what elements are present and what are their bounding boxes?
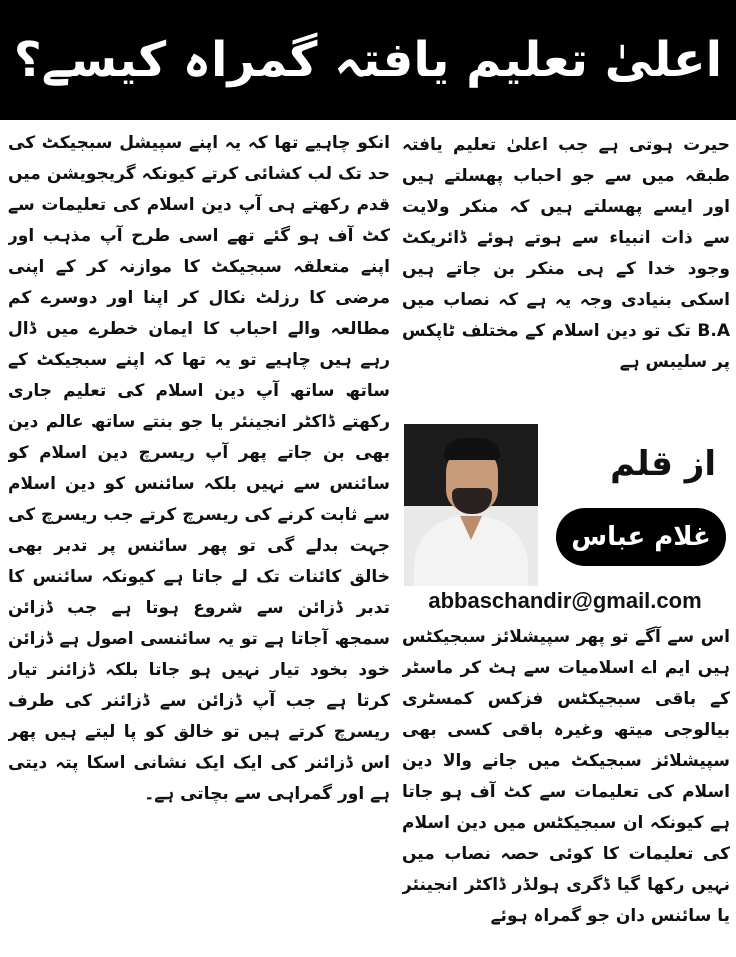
pen-label: از قلم [610,444,716,484]
author-photo [404,424,538,586]
author-email: abbaschandir@gmail.com [428,588,702,613]
author-byline [400,420,730,614]
article-column-right-top [402,130,730,392]
article-column-right-bottom [402,622,730,952]
paragraph-left: انکو چاہیے تھا کہ یہ اپنے سپیشل سبجیکٹ کی حد تک لب کشائی کرتے کیونکہ گریجویشن میں قدم رکھتے ہی آپ دین اسلام کی تعلیمات سے کٹ آف ہو گئے تھے اسی طرح آپ مذہب اور اپنے متعلقہ سبجیکٹ کا موازنہ کر کے اپنی مرضی کا رزلٹ نکال کر اپنا اور دوسرے کم مطالعہ والے احباب کا ایمان خطرے میں ڈال رہے ہیں چاہیے تو یہ تھا کہ اپنے سبجیکٹ کے ساتھ ساتھ آپ دین اسلام کی تعلیم جاری رکھتے ڈاکٹر انجینئر یا جو بنتے ساتھ عالم دین بھی بن جاتے پھر آپ ریسرچ دین اسلام کو سائنس سے نہیں بلکہ سائنس کو دین اسلام سے ثابت کرنے کی ریسرچ کرتے جب ریسرچ کی جہت بدلے گی تو پھر سائنس پر تدبر بھی خالق کائنات تک لے جاتا ہے کیونکہ سائنس کا تدبر ڈزائن سے شروع ہوتا ہے جب ڈزائن سمجھ آجاتا ہے تو یہ سائنسی اصول ہے ڈزائن خود بخود تیار نہیں ہو جاتا بلکہ ڈزائنر تیار کرتا ہے جب آپ ڈزائن سے ڈزائنر کی طرف ریسرچ کرتے ہیں تو خالق کو پا لیتے ہیں پھر اس ڈزائنر کی ایک ایک نشانی اسکا پتہ دیتی ہے اور گمراہی سے بچاتی ہے۔ [8,133,390,804]
author-name: غلام عباس [556,508,726,566]
paragraph-right-bottom: اس سے آگے تو پھر سپیشلائز سبجیکٹس ہیں ایم اے اسلامیات سے ہٹ کر ماسٹر کے باقی سبجیکٹس فزکس کمسٹری بیالوجی میتھ وغیرہ باقی کسی بھی سپیشلائز سبجیکٹ میں جانے والا دین اسلام کی تعلیمات سے کٹ آف ہو جاتا ہے کیونکہ ان سبجیکٹس میں دین اسلام کی تعلیمات کا کوئی حصہ نصاب میں نہیں رکھا گیا ڈگری ہولڈر ڈاکٹر انجینئر یا سائنس دان جو گمراہ ہوئے [402,627,730,926]
article-title: اعلیٰ تعلیم یافتہ گمراہ کیسے؟ [13,32,723,88]
paragraph-right-top: حیرت ہوتی ہے جب اعلیٰ تعلیم یافتہ طبقہ میں سے جو احباب پھسلتے ہیں اور ایسے پھسلتے ہیں کہ منکر ولایت سے ذات انبیاء سے ہوتے ہوئے ڈائریکٹ وجود خدا کے ہی منکر بن جاتے ہیں اسکی بنیادی وجہ یہ ہے کہ نصاب میں B.A تک تو دین اسلام کے مختلف ٹاپکس پر سلیبس ہے [402,135,730,372]
title-banner [0,0,736,120]
photo-hair [444,438,500,460]
article-column-left [8,128,390,943]
